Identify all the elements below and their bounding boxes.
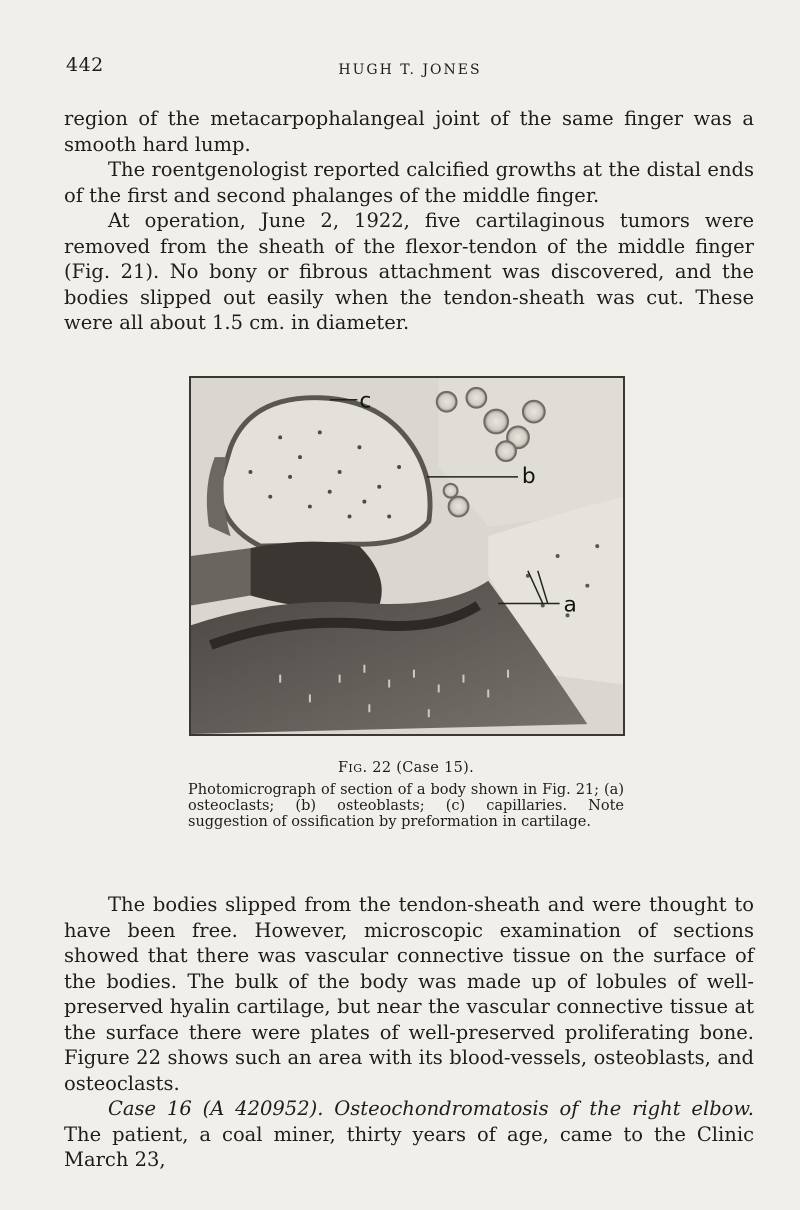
case-title: Osteochondromatosis of the right elbow. bbox=[334, 1097, 754, 1120]
case-label: Case 16 bbox=[108, 1097, 192, 1120]
case-16-paragraph bbox=[64, 1096, 754, 1173]
case-text: The patient, a coal miner, thirty years of age, came to the Clinic March 23, bbox=[64, 1122, 754, 1171]
running-head: HUGH T. JONES bbox=[338, 62, 482, 78]
paragraph: region of the metacarpophalangeal joint of the same finger was a smooth hard lump. bbox=[64, 107, 754, 156]
bottom-text-block bbox=[64, 892, 754, 1173]
case-id: (A 420952). bbox=[202, 1097, 324, 1120]
label-b: b bbox=[521, 463, 536, 489]
paragraph: At operation, June 2, 1922, five cartilaginous tumors were removed from the sheath of the flexor-tendon of the middle finger (Fig. 21). No bony or fibrous attachment was discovered, and the bodies slipped out easily when the tendon-sheath was cut. These were all about 1.5 cm. in diameter. bbox=[64, 209, 754, 334]
photomicrograph-figure bbox=[189, 376, 625, 736]
top-text-block bbox=[64, 106, 754, 336]
page-number: 442 bbox=[66, 54, 104, 76]
caption-ig: IG bbox=[348, 762, 363, 775]
figure-caption-title bbox=[188, 760, 624, 777]
photomicrograph-image bbox=[191, 378, 623, 734]
paragraph: The bodies slipped from the tendon-sheath and were thought to have been free. However, microscopic examination of sections showed that there was vascular connective tissue on the surface of the bodies. The bulk of the body was made up of lobules of well-preserved hyalin cartilage, but near the vascular connective tissue at the surface there were plates of well-preserved proliferating bone. Figure 22 shows such an area with its blood-vessels, osteoblasts, and osteoclasts. bbox=[64, 893, 754, 1095]
label-c: c bbox=[359, 388, 372, 414]
caption-rest: . 22 (Case 15). bbox=[362, 760, 475, 776]
figure-caption-body: Photomicrograph of section of a body shown in Fig. 21; (a) osteoclasts; (b) osteoblasts; (c) capillaries. Note suggestion of ossification by preformation in cartilage. bbox=[188, 782, 624, 830]
paragraph: The roentgenologist reported calcified growths at the distal ends of the first and second phalanges of the middle finger. bbox=[64, 158, 754, 207]
caption-f: F bbox=[337, 760, 349, 776]
label-a: a bbox=[563, 592, 577, 618]
